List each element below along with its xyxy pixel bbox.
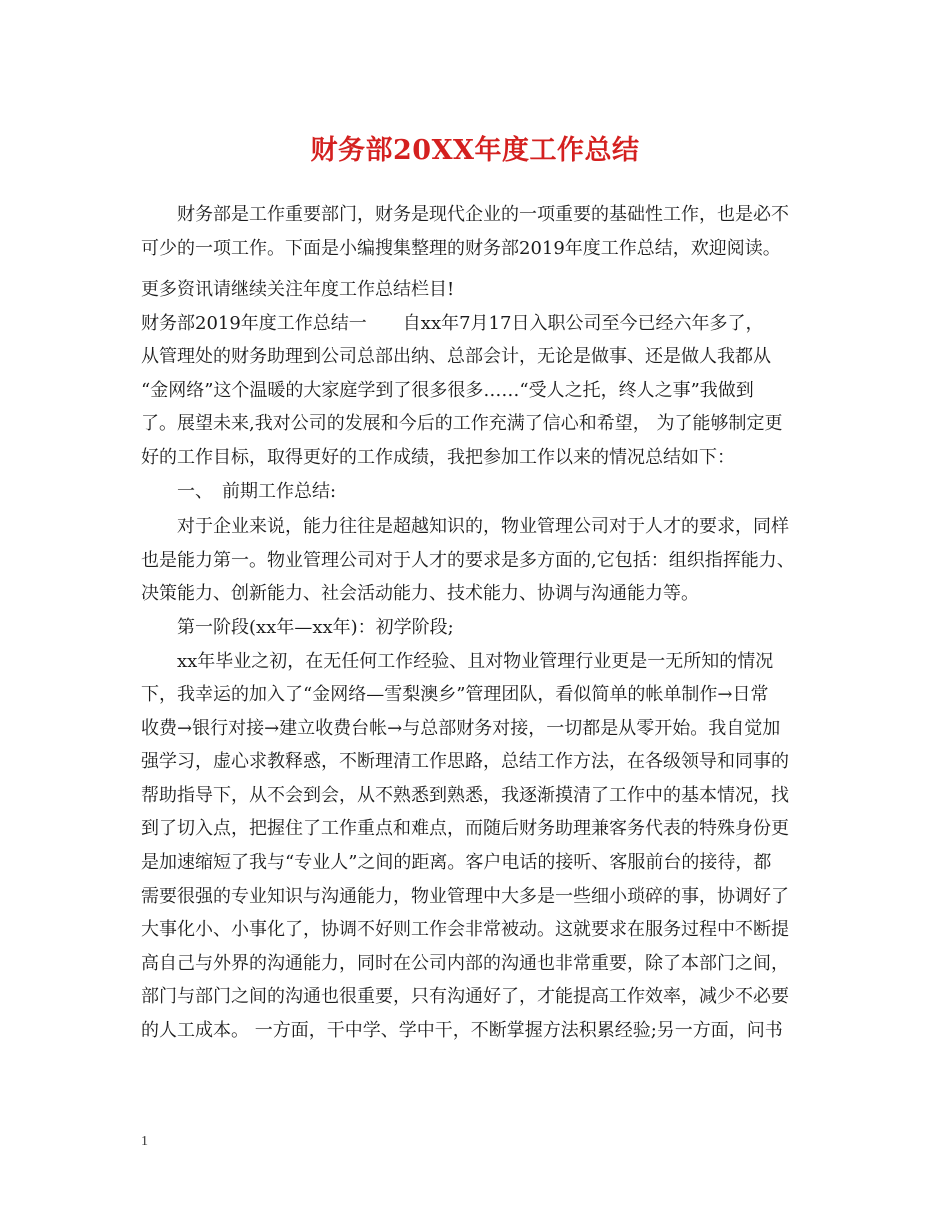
body-line: 更多资讯请继续关注年度工作总结栏目! (141, 279, 455, 300)
body-line: 第一阶段(xx年—xx年)：初学阶段; (141, 617, 454, 638)
body-line: 大事化小、小事化了，协调不好则工作会非常被动。这就要求在服务过程中不断提 (141, 919, 789, 940)
body-line: 好的工作目标，取得更好的工作成绩，我把参加工作以来的情况总结如下： (141, 447, 735, 468)
body-line: 一、 前期工作总结: (141, 481, 337, 502)
body-line: 部门与部门之间的沟通也很重要，只有沟通好了，才能提高工作效率，减少不必要 (141, 986, 789, 1007)
body-line: 是加速缩短了我与“专业人”之间的距离。客户电话的接听、客服前台的接待，都 (141, 852, 772, 873)
body-line: 可少的一项工作。下面是小编搜集整理的财务部2019年度工作总结，欢迎阅读。 (141, 238, 781, 259)
body-line: 也是能力第一。物业管理公司对于人才的要求是多方面的,它包括：组织指挥能力、 (141, 550, 795, 571)
body-line: 从管理处的财务助理到公司总部出纳、总部会计，无论是做事、还是做人我都从 (141, 346, 771, 367)
body-line: “金网络”这个温暖的大家庭学到了很多很多……“受人之托，终人之事”我做到 (141, 380, 754, 401)
body-line: 的人工成本。 一方面，干中学、学中干，不断掌握方法积累经验;另一方面，问书 (141, 1020, 783, 1041)
body-line: xx年毕业之初，在无任何工作经验、且对物业管理行业更是一无所知的情况 (141, 651, 774, 672)
body-line: 高自己与外界的沟通能力，同时在公司内部的沟通也非常重要，除了本部门之间， (141, 953, 789, 974)
body-line: 强学习，虚心求教释惑，不断理清工作思路，总结工作方法，在各级领导和同事的 (141, 751, 789, 772)
body-line: 了。展望未来,我对公司的发展和今后的工作充满了信心和希望， 为了能够制定更 (141, 413, 783, 434)
page-number: 1 (141, 1134, 148, 1149)
body-line: 对于企业来说，能力往往是超越知识的，物业管理公司对于人才的要求，同样 (141, 516, 789, 537)
body-line: 财务部2019年度工作总结一 自xx年7月17日入职公司至今已经六年多了， (141, 313, 764, 334)
body-line: 到了切入点，把握住了工作重点和难点，而随后财务助理兼客务代表的特殊身份更 (141, 818, 789, 839)
document-title: 财务部20XX年度工作总结 (310, 135, 640, 166)
body-line: 决策能力、创新能力、社会活动能力、技术能力、协调与沟通能力等。 (141, 583, 699, 604)
body-line: 需要很强的专业知识与沟通能力，物业管理中大多是一些细小琐碎的事，协调好了 (141, 886, 789, 907)
body-line: 收费→银行对接→建立收费台帐→与总部财务对接，一切都是从零开始。我自觉加 (141, 718, 781, 739)
body-line: 下，我幸运的加入了“金网络—雪梨澳乡”管理团队，看似简单的帐单制作→日常 (141, 684, 769, 705)
body-line: 财务部是工作重要部门，财务是现代企业的一项重要的基础性工作，也是必不 (141, 204, 789, 225)
body-line: 帮助指导下，从不会到会，从不熟悉到熟悉，我逐渐摸清了工作中的基本情况，找 (141, 785, 789, 806)
